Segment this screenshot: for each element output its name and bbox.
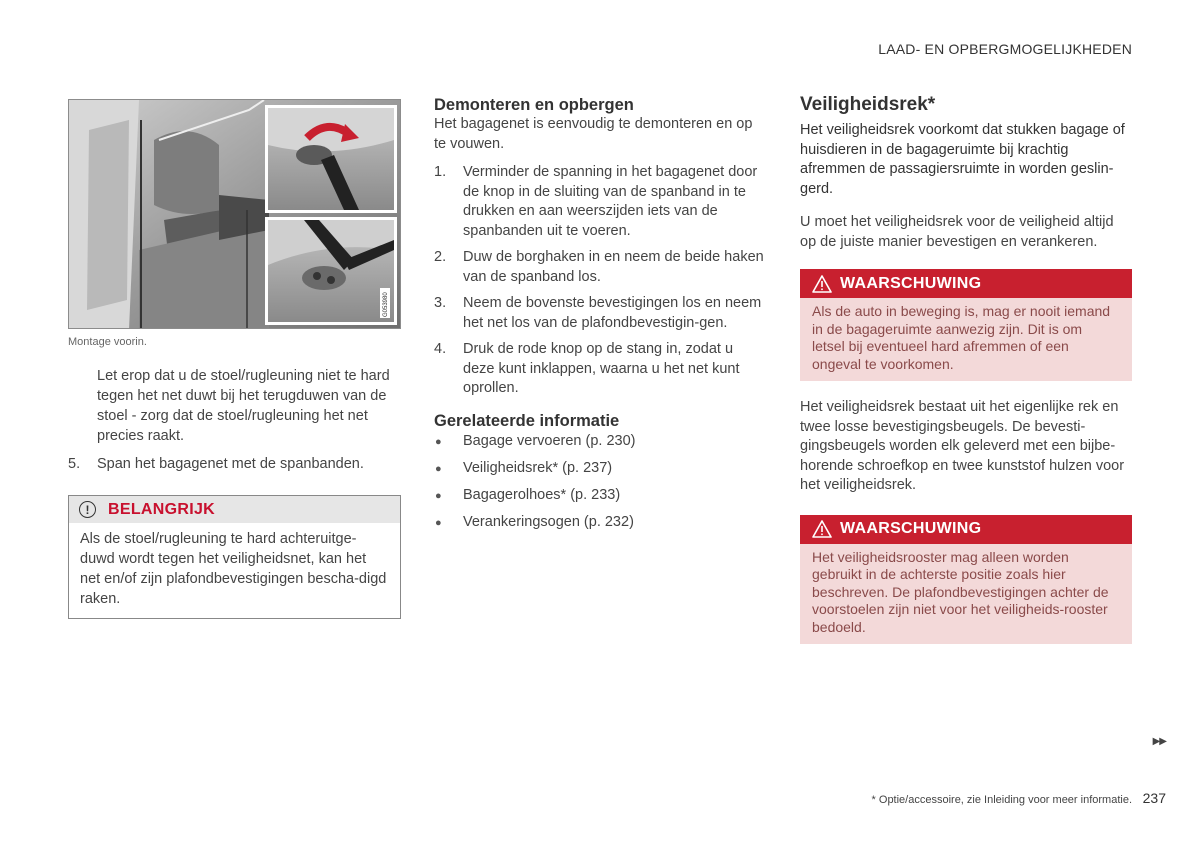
warning-body: Het veiligheidsrooster mag alleen worden gebruikt in de achterste positie zoals hier beschreven. De plafondbevestigingen achter de voorstoelen zijn niet voor het veiligheids-rooster bedoeld. xyxy=(812,548,1109,635)
step-number: 5. xyxy=(68,456,81,472)
related-info-heading: Gerelateerde informatie xyxy=(434,411,620,430)
step-number: 4. xyxy=(434,341,447,357)
right-column xyxy=(800,93,1132,644)
warning-header xyxy=(800,269,1132,298)
step-text: Neem de bovenste bevestigingen los en neem het net los van de plafondbevestigin-gen. xyxy=(463,295,762,331)
warning-triangle-icon xyxy=(812,275,832,293)
step-text: Duw de borghaken in en neem de beide haken van de spanband los. xyxy=(463,249,764,285)
related-link-bagagerolhoes[interactable] xyxy=(434,485,764,506)
step-4-continuation: Let erop dat u de stoel/rugleuning niet te hard tegen het net duwt bij het terugduwen van de stoel - zorg dat de stoel/rugleuning het net precies raakt. xyxy=(97,368,390,444)
warning-title: WAARSCHUWING xyxy=(840,274,982,292)
next-page-icon[interactable]: ▶▶ xyxy=(1152,736,1166,747)
demount-steps xyxy=(434,163,764,399)
warning-body: Als de auto in beweging is, mag er nooit iemand in de bagageruimte aanwezig zijn. Dit is om letsel bij eventueel hard afremmen of een ongeval te voorkomen. xyxy=(812,303,1111,372)
section-header: LAAD- EN OPBERGMOGELIJKHEDEN xyxy=(878,41,1132,57)
section-heading-veiligheidsrek: Veiligheidsrek* xyxy=(800,94,936,115)
related-link-verankeringsogen[interactable] xyxy=(434,512,764,533)
step-text: Verminder de spanning in het bagagenet door de knop in de sluiting van de spanband in te drukken en aan weerszijden iets van de spanbanden uit te voeren. xyxy=(463,164,758,239)
related-link-veiligheidsrek[interactable] xyxy=(434,458,764,479)
step-number: 2. xyxy=(434,249,447,265)
bullet-icon: ● xyxy=(435,435,442,448)
step-number: 3. xyxy=(434,295,447,311)
warning-header xyxy=(800,515,1132,544)
demount-intro: Het bagagenet is eenvoudig te demonteren en op te vouwen. xyxy=(434,116,753,152)
exclamation-icon: ! xyxy=(79,501,96,518)
warning-box xyxy=(800,269,1132,381)
link-text: Bagagerolhoes* (p. 233) xyxy=(463,486,621,503)
link-text: Verankeringsogen (p. 232) xyxy=(463,513,634,530)
section-heading-demount: Demonteren en opbergen xyxy=(434,96,634,114)
step-text: Span het bagagenet met de spanbanden. xyxy=(97,456,364,472)
figure-caption: Montage voorin. xyxy=(68,336,147,348)
related-links xyxy=(434,431,764,533)
warning-triangle-icon xyxy=(812,520,832,538)
important-body: Als de stoel/rugleuning te hard achteruitge-duwd wordt tegen het veiligheidsnet, kan het net en/of zijn plafondbevestigingen bescha-digd raken. xyxy=(80,531,387,607)
warning-title: WAARSCHUWING xyxy=(840,520,982,537)
important-header xyxy=(69,496,400,523)
left-column xyxy=(68,99,401,619)
footnote: * Optie/accessoire, zie Inleiding voor meer informatie. xyxy=(871,794,1132,806)
bullet-icon: ● xyxy=(435,462,442,475)
warning-box xyxy=(800,515,1132,645)
figure-code: G053980 xyxy=(383,292,389,317)
veiligheidsrek-intro: Het veiligheidsrek voorkomt dat stukken bagage of huisdieren in de bagageruimte bij krachtig afremmen de passagiersruimte in worden geslin-gerd. xyxy=(800,122,1125,197)
link-text: Bagage vervoeren (p. 230) xyxy=(463,432,636,449)
link-text: Veiligheidsrek* (p. 237) xyxy=(463,459,613,476)
list-item xyxy=(434,163,764,241)
paragraph: Het veiligheidsrek bestaat uit het eigenlijke rek en twee losse bevestigingsbeugels. De bevesti-gingsbeugels worden elk geleverd met een bijbe-horende schroefkop en twee kunststof hulzen voor het veiligheidsrek. xyxy=(800,399,1125,493)
important-title: BELANGRIJK xyxy=(108,500,216,518)
cargo-net-photo xyxy=(69,100,401,329)
installation-illustration xyxy=(68,99,401,329)
step-number: 1. xyxy=(434,164,447,180)
list-item xyxy=(434,248,764,287)
list-item xyxy=(434,294,764,333)
page-number: 237 xyxy=(1142,790,1166,806)
bullet-icon: ● xyxy=(435,516,442,529)
paragraph: U moet het veiligheidsrek voor de veiligheid altijd op de juiste manier bevestigen en verankeren. xyxy=(800,214,1114,250)
step-5 xyxy=(68,454,401,474)
list-item xyxy=(434,340,764,399)
important-notice xyxy=(68,495,401,619)
step-text: Druk de rode knop op de stang in, zodat u deze kunt inklappen, waarna u het net kunt oprollen. xyxy=(463,341,740,396)
middle-column xyxy=(434,95,764,539)
related-link-bagage[interactable] xyxy=(434,431,764,452)
bullet-icon: ● xyxy=(435,489,442,502)
